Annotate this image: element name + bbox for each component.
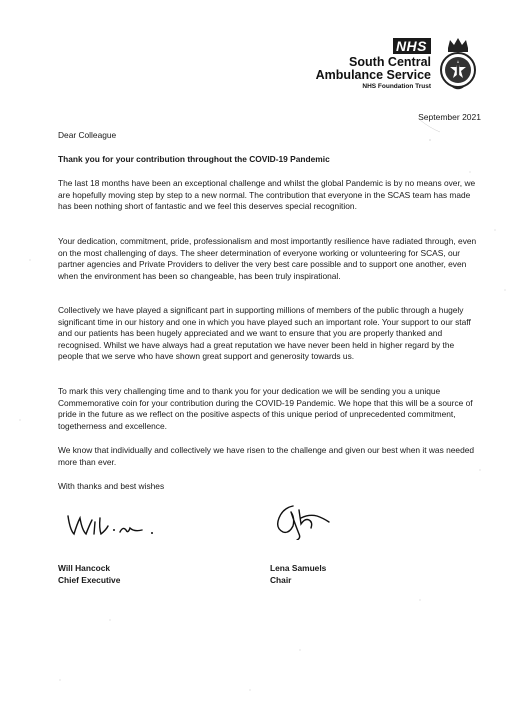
signatory-name: Lena Samuels bbox=[270, 563, 327, 573]
body-paragraph: Your dedication, commitment, pride, professionalism and most importantly resilience have radiated through, even on the most challenging of days. The sheer determination of everyone working or volunteering for SCAS, our partner agencies and Private Providers to deliver the very best care possible and to support one another, even when the environment has been so changeable, has been truly inspirational. bbox=[58, 236, 477, 281]
signatory-name: Will Hancock bbox=[58, 563, 111, 573]
salutation: Dear Colleague bbox=[58, 130, 117, 140]
body-paragraph: To mark this very challenging time and to thank you for your dedication we will be sending you a unique Commemorative coin for your contribution during the COVID-19 Pandemic. We hope that this will be a source of pride in the future as we reflect on the positive aspects of this unique period of unprecedented commitment, togetherness and excellence. bbox=[58, 386, 473, 431]
closing-line: With thanks and best wishes bbox=[58, 481, 165, 491]
org-name-line2: Ambulance Service bbox=[315, 68, 431, 82]
letter-date: September 2021 bbox=[418, 112, 481, 122]
org-name-line1: South Central bbox=[349, 55, 431, 69]
letter-subject: Thank you for your contribution throughout the COVID-19 Pandemic bbox=[58, 154, 330, 164]
nhs-logo: NHS bbox=[393, 38, 431, 54]
signatory-title: Chair bbox=[270, 574, 292, 585]
body-paragraph: The last 18 months have been an exceptional challenge and whilst the global Pandemic is by no means over, we are hopefully moving step by step to a new normal. The contribution that everyone in the SCAS team has made has been nothing short of fantastic and we feel this deserves special recognition. bbox=[58, 178, 476, 212]
org-subtitle: NHS Foundation Trust bbox=[362, 83, 431, 90]
signatory-title: Chief Executive bbox=[58, 574, 121, 585]
body-paragraph: We know that individually and collectively we have risen to the challenge and given our best when it was needed more than ever. bbox=[58, 445, 475, 467]
body-paragraph: Collectively we have played a significant part in supporting millions of members of the public through a hugely significant time in our history and one in which you have played such an important role. Your support to our staff and our patients has been hugely appreciated and we want to ensure that you are properly thanked and recognised. Whilst we have always had a great reputation we have never been held in higher regard by the people that we serve who have shown great support and generosity towards us. bbox=[58, 305, 471, 362]
